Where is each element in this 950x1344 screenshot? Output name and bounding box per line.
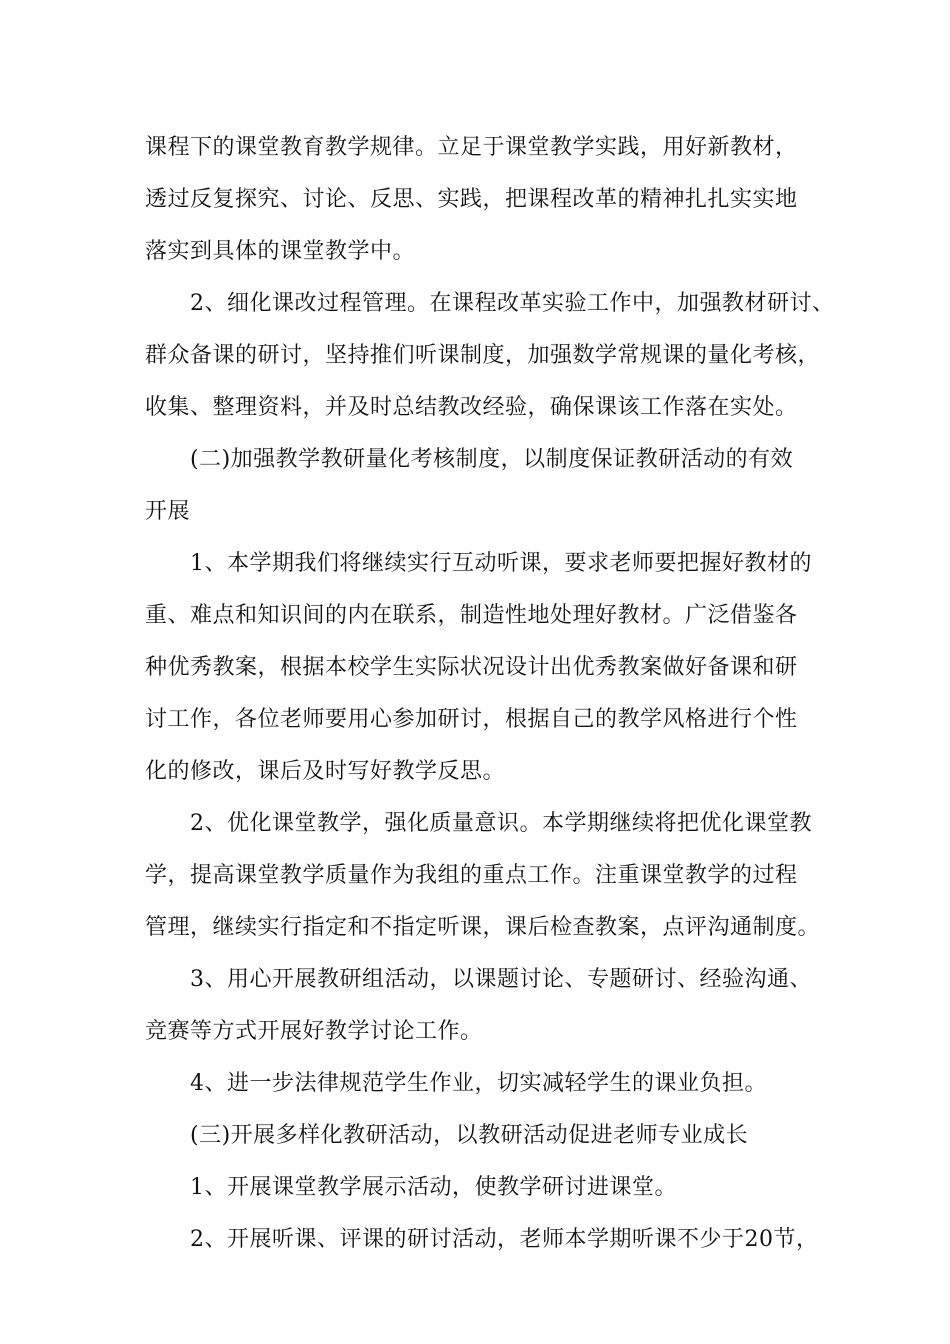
text-line: 1、本学期我们将继续实行互动听课，要求老师要把握好教材的 — [190, 551, 812, 576]
text-line: 群众备课的研讨，坚持推们听课制度，加强数学常规课的量化考核， — [145, 343, 821, 368]
text-line: 2、开展听课、评课的研讨活动，老师本学期听课不少于20节， — [190, 1227, 819, 1252]
text-line: 收集、整理资料，并及时总结教改经验，确保课该工作落在实处。 — [145, 395, 798, 420]
text-line: 4、进一步法律规范学生作业，切实减轻学生的课业负担。 — [190, 1071, 767, 1096]
section-heading: (三)开展多样化教研活动，以教研活动促进老师专业成长 — [190, 1123, 749, 1148]
text-line: 管理，继续实行指定和不指定听课，课后检查教案，点评沟通制度。 — [145, 915, 821, 940]
text-line: 透过反复探究、讨论、反思、实践，把课程改革的精神扎扎实实地 — [145, 187, 798, 212]
section-heading: 开展 — [145, 499, 191, 524]
text-line: 种优秀教案，根据本校学生实际状况设计出优秀教案做好备课和研 — [145, 655, 798, 680]
text-line: 1、开展课堂教学展示活动，使教学研讨进课堂。 — [190, 1175, 677, 1200]
text-line: 课程下的课堂教育教学规律。立足于课堂教学实践，用好新教材， — [145, 135, 798, 160]
text-line: 竞赛等方式开展好教学讨论工作。 — [145, 1019, 483, 1044]
section-heading: (二)加强教学教研量化考核制度，以制度保证教研活动的有效 — [190, 447, 794, 472]
text-line: 讨工作，各位老师要用心参加研讨，根据自己的教学风格进行个性 — [145, 707, 798, 732]
text-line: 2、优化课堂教学，强化质量意识。本学期继续将把优化课堂教 — [190, 811, 812, 836]
text-line: 重、难点和知识间的内在联系，制造性地处理好教材。广泛借鉴各 — [145, 603, 798, 628]
text-line: 化的修改，课后及时写好教学反思。 — [145, 759, 506, 784]
text-line: 学，提高课堂教学质量作为我组的重点工作。注重课堂教学的过程 — [145, 863, 798, 888]
text-line: 落实到具体的课堂教学中。 — [145, 239, 416, 264]
text-line: 2、细化课改过程管理。在课程改革实验工作中，加强教材研讨、 — [190, 291, 835, 316]
text-line: 3、用心开展教研组活动，以课题讨论、专题研讨、经验沟通、 — [190, 967, 812, 992]
